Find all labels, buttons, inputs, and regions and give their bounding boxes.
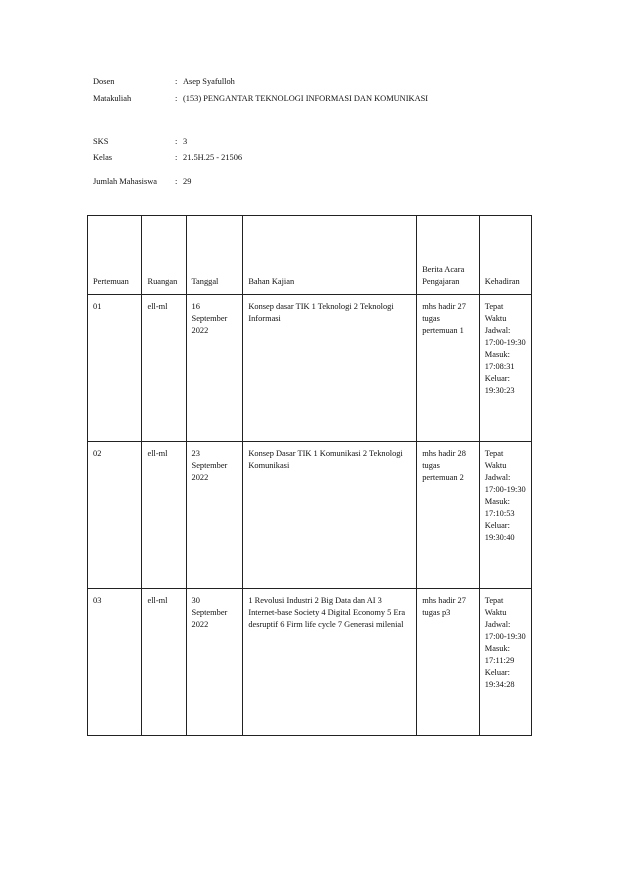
cell-kehadiran: Tepat Waktu Jadwal: 17:00-19:30 Masuk: 17:08:31 Keluar: 19:30:23 (479, 295, 531, 442)
sks-value: 3 (183, 137, 188, 146)
cell-ruangan: ell-ml (142, 295, 186, 442)
schedule-table (87, 215, 532, 736)
header-tanggal: Tanggal (186, 216, 243, 295)
separator: : (175, 177, 178, 186)
separator: : (175, 94, 178, 103)
header-ruangan: Ruangan (142, 216, 186, 295)
cell-pertemuan: 03 (88, 589, 142, 736)
sks-label: SKS (93, 137, 109, 146)
separator: : (175, 153, 178, 162)
cell-tanggal: 30 September 2022 (186, 589, 243, 736)
dosen-label: Dosen (93, 77, 115, 86)
kelas-label: Kelas (93, 153, 113, 162)
cell-tanggal: 16 September 2022 (186, 295, 243, 442)
cell-bahan-kajian: 1 Revolusi Industri 2 Big Data dan AI 3 Internet-base Society 4 Digital Economy 5 Era desruptif 6 Firm life cycle 7 Generasi milenial (243, 589, 417, 736)
cell-berita-acara: mhs hadir 28 tugas pertemuan 2 (417, 442, 480, 589)
cell-bahan-kajian: Konsep Dasar TIK 1 Komunikasi 2 Teknologi Komunikasi (243, 442, 417, 589)
cell-kehadiran: Tepat Waktu Jadwal: 17:00-19:30 Masuk: 17:11:29 Keluar: 19:34:28 (479, 589, 531, 736)
separator: : (175, 137, 178, 146)
table-row (88, 589, 532, 736)
cell-ruangan: ell-ml (142, 589, 186, 736)
header-bahan-kajian: Bahan Kajian (243, 216, 417, 295)
cell-berita-acara: mhs hadir 27 tugas p3 (417, 589, 480, 736)
cell-bahan-kajian: Konsep dasar TIK 1 Teknologi 2 Teknologi Informasi (243, 295, 417, 442)
table-row (88, 295, 532, 442)
dosen-value: Asep Syafulloh (183, 77, 235, 86)
jumlah-value: 29 (183, 177, 192, 186)
cell-pertemuan: 01 (88, 295, 142, 442)
table-row (88, 442, 532, 589)
jumlah-label: Jumlah Mahasiswa (93, 177, 157, 186)
cell-ruangan: ell-ml (142, 442, 186, 589)
cell-kehadiran: Tepat Waktu Jadwal: 17:00-19:30 Masuk: 17:10:53 Keluar: 19:30:40 (479, 442, 531, 589)
matakuliah-label: Matakuliah (93, 94, 132, 103)
matakuliah-value: (153) PENGANTAR TEKNOLOGI INFORMASI DAN KOMUNIKASI (183, 94, 429, 103)
cell-tanggal: 23 September 2022 (186, 442, 243, 589)
header-pertemuan: Pertemuan (88, 216, 142, 295)
header-kehadiran: Kehadiran (479, 216, 531, 295)
kelas-value: 21.5H.25 - 21506 (183, 153, 243, 162)
cell-pertemuan: 02 (88, 442, 142, 589)
header-berita-acara: Berita Acara Pengajaran (417, 216, 480, 295)
cell-berita-acara: mhs hadir 27 tugas pertemuan 1 (417, 295, 480, 442)
table-header-row (88, 216, 532, 295)
separator: : (175, 77, 178, 86)
